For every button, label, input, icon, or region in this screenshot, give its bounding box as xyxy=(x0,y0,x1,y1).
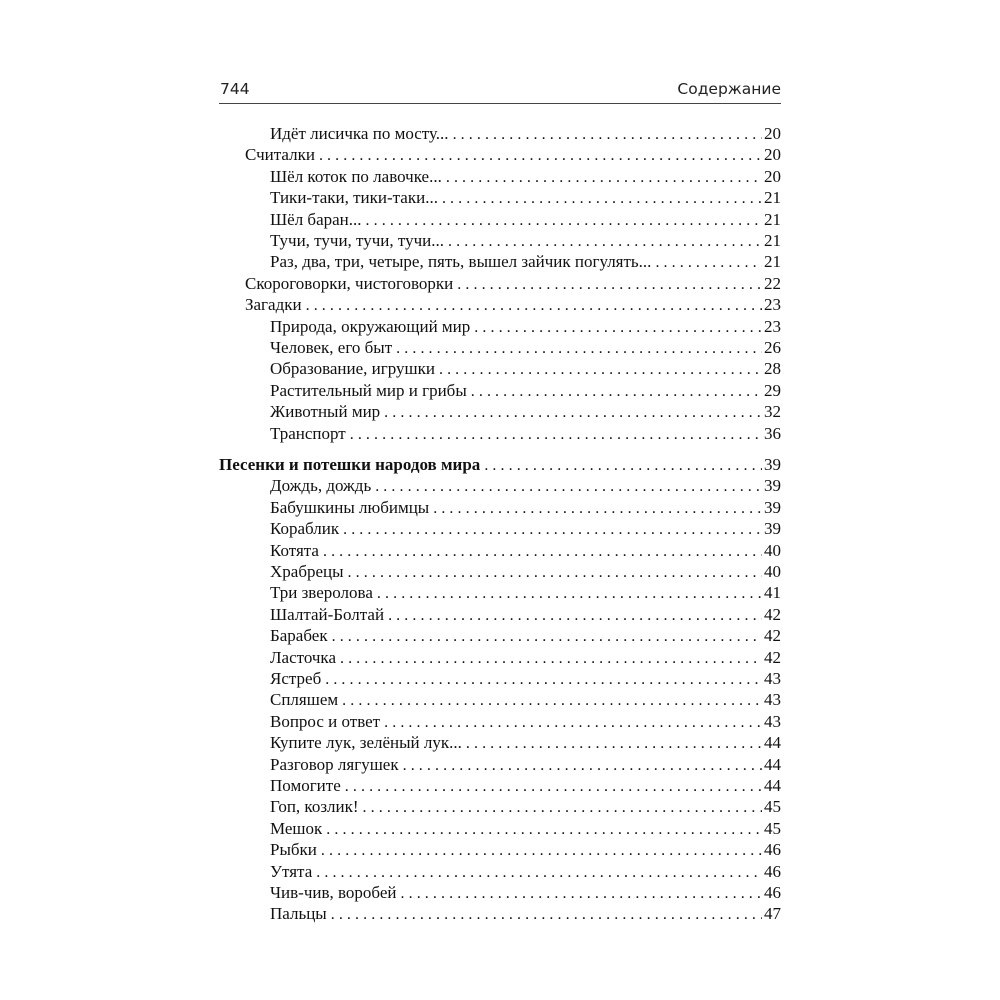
dot-leader xyxy=(403,755,762,775)
dot-leader xyxy=(326,819,762,839)
toc-entry xyxy=(270,251,781,272)
dot-leader xyxy=(439,359,762,379)
dot-leader xyxy=(348,562,762,582)
dot-leader xyxy=(343,519,762,539)
toc-entry xyxy=(270,818,781,839)
toc-entry-title: Скороговорки, чистоговорки xyxy=(245,274,454,293)
toc-entry-title: Барабек xyxy=(270,626,328,645)
toc-entry-page: 28 xyxy=(764,359,781,378)
toc-entry xyxy=(270,209,781,230)
toc-entry xyxy=(270,861,781,882)
toc-entry xyxy=(270,604,781,625)
dot-leader xyxy=(331,904,762,924)
toc-entry xyxy=(270,123,781,144)
dot-leader xyxy=(321,840,762,860)
toc-entry xyxy=(245,294,781,315)
toc-entry-page: 21 xyxy=(764,252,781,271)
dot-leader xyxy=(384,402,762,422)
toc-entry-page: 42 xyxy=(764,648,781,667)
dot-leader xyxy=(471,381,762,401)
toc-entry xyxy=(270,754,781,775)
toc-entry-title: Три зверолова xyxy=(270,583,373,602)
toc-entry-title: Природа, окружающий мир xyxy=(270,317,471,336)
dot-leader xyxy=(323,541,762,561)
dot-leader xyxy=(448,231,762,251)
toc-entry xyxy=(270,903,781,924)
dot-leader xyxy=(388,605,762,625)
toc-entry-title: Образование, игрушки xyxy=(270,359,435,378)
toc-entry-page: 23 xyxy=(764,317,781,336)
toc-entry-page: 21 xyxy=(764,210,781,229)
toc-entry-title: Купите лук, зелёный лук... xyxy=(270,733,462,752)
toc-entry-page: 40 xyxy=(764,541,781,560)
toc-entry-title: Считалки xyxy=(245,145,315,164)
toc-entry-title: Раз, два, три, четыре, пять, вышел зайчик погулять... xyxy=(270,252,652,271)
toc-entry xyxy=(270,561,781,582)
toc-entry-title: Человек, его быт xyxy=(270,338,393,357)
toc-entry-title: Растительный мир и грибы xyxy=(270,381,467,400)
toc-entry-page: 47 xyxy=(764,904,781,923)
toc-entry xyxy=(270,625,781,646)
toc-entry-title: Мешок xyxy=(270,819,323,838)
dot-leader xyxy=(340,648,762,668)
toc-entry-page: 39 xyxy=(764,519,781,538)
dot-leader xyxy=(363,797,762,817)
toc-entry xyxy=(270,647,781,668)
running-header xyxy=(220,78,781,104)
toc-entry-title: Шёл баран... xyxy=(270,210,362,229)
toc-entry-page: 26 xyxy=(764,338,781,357)
dot-leader xyxy=(306,295,762,315)
toc-entry-page: 39 xyxy=(764,498,781,517)
dot-leader xyxy=(325,669,762,689)
dot-leader xyxy=(316,862,762,882)
dot-leader xyxy=(377,583,762,603)
toc-entry-title: Дождь, дождь xyxy=(270,476,372,495)
toc-entry-title: Помогите xyxy=(270,776,341,795)
dot-leader xyxy=(384,712,762,732)
toc-entry-title: Шалтай-Болтай xyxy=(270,605,385,624)
toc-entry-page: 36 xyxy=(764,424,781,443)
toc-entry-page: 45 xyxy=(764,797,781,816)
toc-entry-title: Спляшем xyxy=(270,690,339,709)
toc-entry xyxy=(270,358,781,379)
toc-entry-page: 20 xyxy=(764,124,781,143)
toc-entry xyxy=(270,540,781,561)
toc-entry xyxy=(270,839,781,860)
toc-entry-title: Рыбки xyxy=(270,840,317,859)
toc-entry-title: Идёт лисичка по мосту... xyxy=(270,124,449,143)
toc-entry-page: 46 xyxy=(764,883,781,902)
toc-entry xyxy=(270,582,781,603)
toc-entry xyxy=(270,401,781,422)
toc-entry-title: Песенки и потешки народов мира xyxy=(219,455,481,474)
toc-entry-page: 21 xyxy=(764,188,781,207)
toc-entry-title: Тики-таки, тики-таки... xyxy=(270,188,438,207)
toc-entry-page: 40 xyxy=(764,562,781,581)
toc-entry-page: 32 xyxy=(764,402,781,421)
dot-leader xyxy=(375,476,762,496)
toc-entry-title: Храбрецы xyxy=(270,562,344,581)
toc-entry-title: Пальцы xyxy=(270,904,327,923)
toc-entry-page: 29 xyxy=(764,381,781,400)
dot-leader xyxy=(433,498,762,518)
dot-leader xyxy=(453,124,762,144)
toc-entry xyxy=(270,166,781,187)
dot-leader xyxy=(484,455,762,475)
toc-entry-page: 45 xyxy=(764,819,781,838)
toc-entry-page: 41 xyxy=(764,583,781,602)
dot-leader xyxy=(332,626,762,646)
toc-entry-page: 43 xyxy=(764,690,781,709)
toc-entry-title: Загадки xyxy=(245,295,302,314)
toc-entry xyxy=(270,187,781,208)
toc-entry xyxy=(270,423,781,444)
toc-entry-title: Гоп, козлик! xyxy=(270,797,359,816)
toc-entry-title: Вопрос и ответ xyxy=(270,712,381,731)
toc-entry-title: Ласточка xyxy=(270,648,336,667)
toc-entry xyxy=(270,337,781,358)
toc-entry-page: 44 xyxy=(764,776,781,795)
toc-entry xyxy=(270,796,781,817)
toc-entry-title: Утята xyxy=(270,862,313,881)
toc-entry xyxy=(270,230,781,251)
dot-leader xyxy=(446,167,762,187)
toc-entry-title: Чив-чив, воробей xyxy=(270,883,397,902)
toc-entry xyxy=(270,689,781,710)
toc-entry-page: 22 xyxy=(764,274,781,293)
dot-leader xyxy=(345,776,762,796)
running-title: Содержание xyxy=(677,80,781,98)
dot-leader xyxy=(442,188,762,208)
dot-leader xyxy=(655,252,762,272)
toc-entry-title: Бабушкины любимцы xyxy=(270,498,430,517)
toc-entry xyxy=(270,380,781,401)
toc-entry xyxy=(270,497,781,518)
toc-entry-title: Кораблик xyxy=(270,519,340,538)
toc-entry-page: 39 xyxy=(764,476,781,495)
toc-entry xyxy=(270,882,781,903)
toc-entry-page: 44 xyxy=(764,733,781,752)
toc-entry-page: 39 xyxy=(764,455,781,474)
toc-entry-page: 46 xyxy=(764,862,781,881)
toc-entry-page: 21 xyxy=(764,231,781,250)
toc-entry-title: Животный мир xyxy=(270,402,381,421)
toc-entry-page: 46 xyxy=(764,840,781,859)
toc-entry xyxy=(270,711,781,732)
toc-entry-page: 20 xyxy=(764,167,781,186)
toc-entry xyxy=(270,518,781,539)
toc-entry-page: 44 xyxy=(764,755,781,774)
toc-entry xyxy=(270,316,781,337)
dot-leader xyxy=(457,274,762,294)
toc-entry xyxy=(270,668,781,689)
toc-entry-page: 42 xyxy=(764,605,781,624)
toc-entry xyxy=(270,732,781,753)
dot-leader xyxy=(401,883,763,903)
dot-leader xyxy=(342,690,762,710)
toc-entry-page: 42 xyxy=(764,626,781,645)
toc-entry-page: 20 xyxy=(764,145,781,164)
toc-entry-title: Котята xyxy=(270,541,319,560)
toc-entry xyxy=(245,273,781,294)
toc-entry-title: Разговор лягушек xyxy=(270,755,399,774)
toc-entry-page: 43 xyxy=(764,712,781,731)
toc-entry-page: 23 xyxy=(764,295,781,314)
dot-leader xyxy=(366,210,762,230)
toc-section-entry xyxy=(219,454,781,475)
toc-entry-title: Транспорт xyxy=(270,424,346,443)
toc-entry-page: 43 xyxy=(764,669,781,688)
dot-leader xyxy=(319,145,762,165)
page-number: 744 xyxy=(220,80,250,98)
toc-entry-title: Ястреб xyxy=(270,669,322,688)
toc-entry xyxy=(270,475,781,496)
dot-leader xyxy=(466,733,762,753)
dot-leader xyxy=(396,338,762,358)
toc-entry xyxy=(245,144,781,165)
dot-leader xyxy=(474,317,762,337)
header-rule xyxy=(219,103,781,104)
toc-entry xyxy=(270,775,781,796)
toc-entry-title: Тучи, тучи, тучи, тучи... xyxy=(270,231,444,250)
dot-leader xyxy=(350,424,762,444)
toc-entry-title: Шёл коток по лавочке... xyxy=(270,167,442,186)
